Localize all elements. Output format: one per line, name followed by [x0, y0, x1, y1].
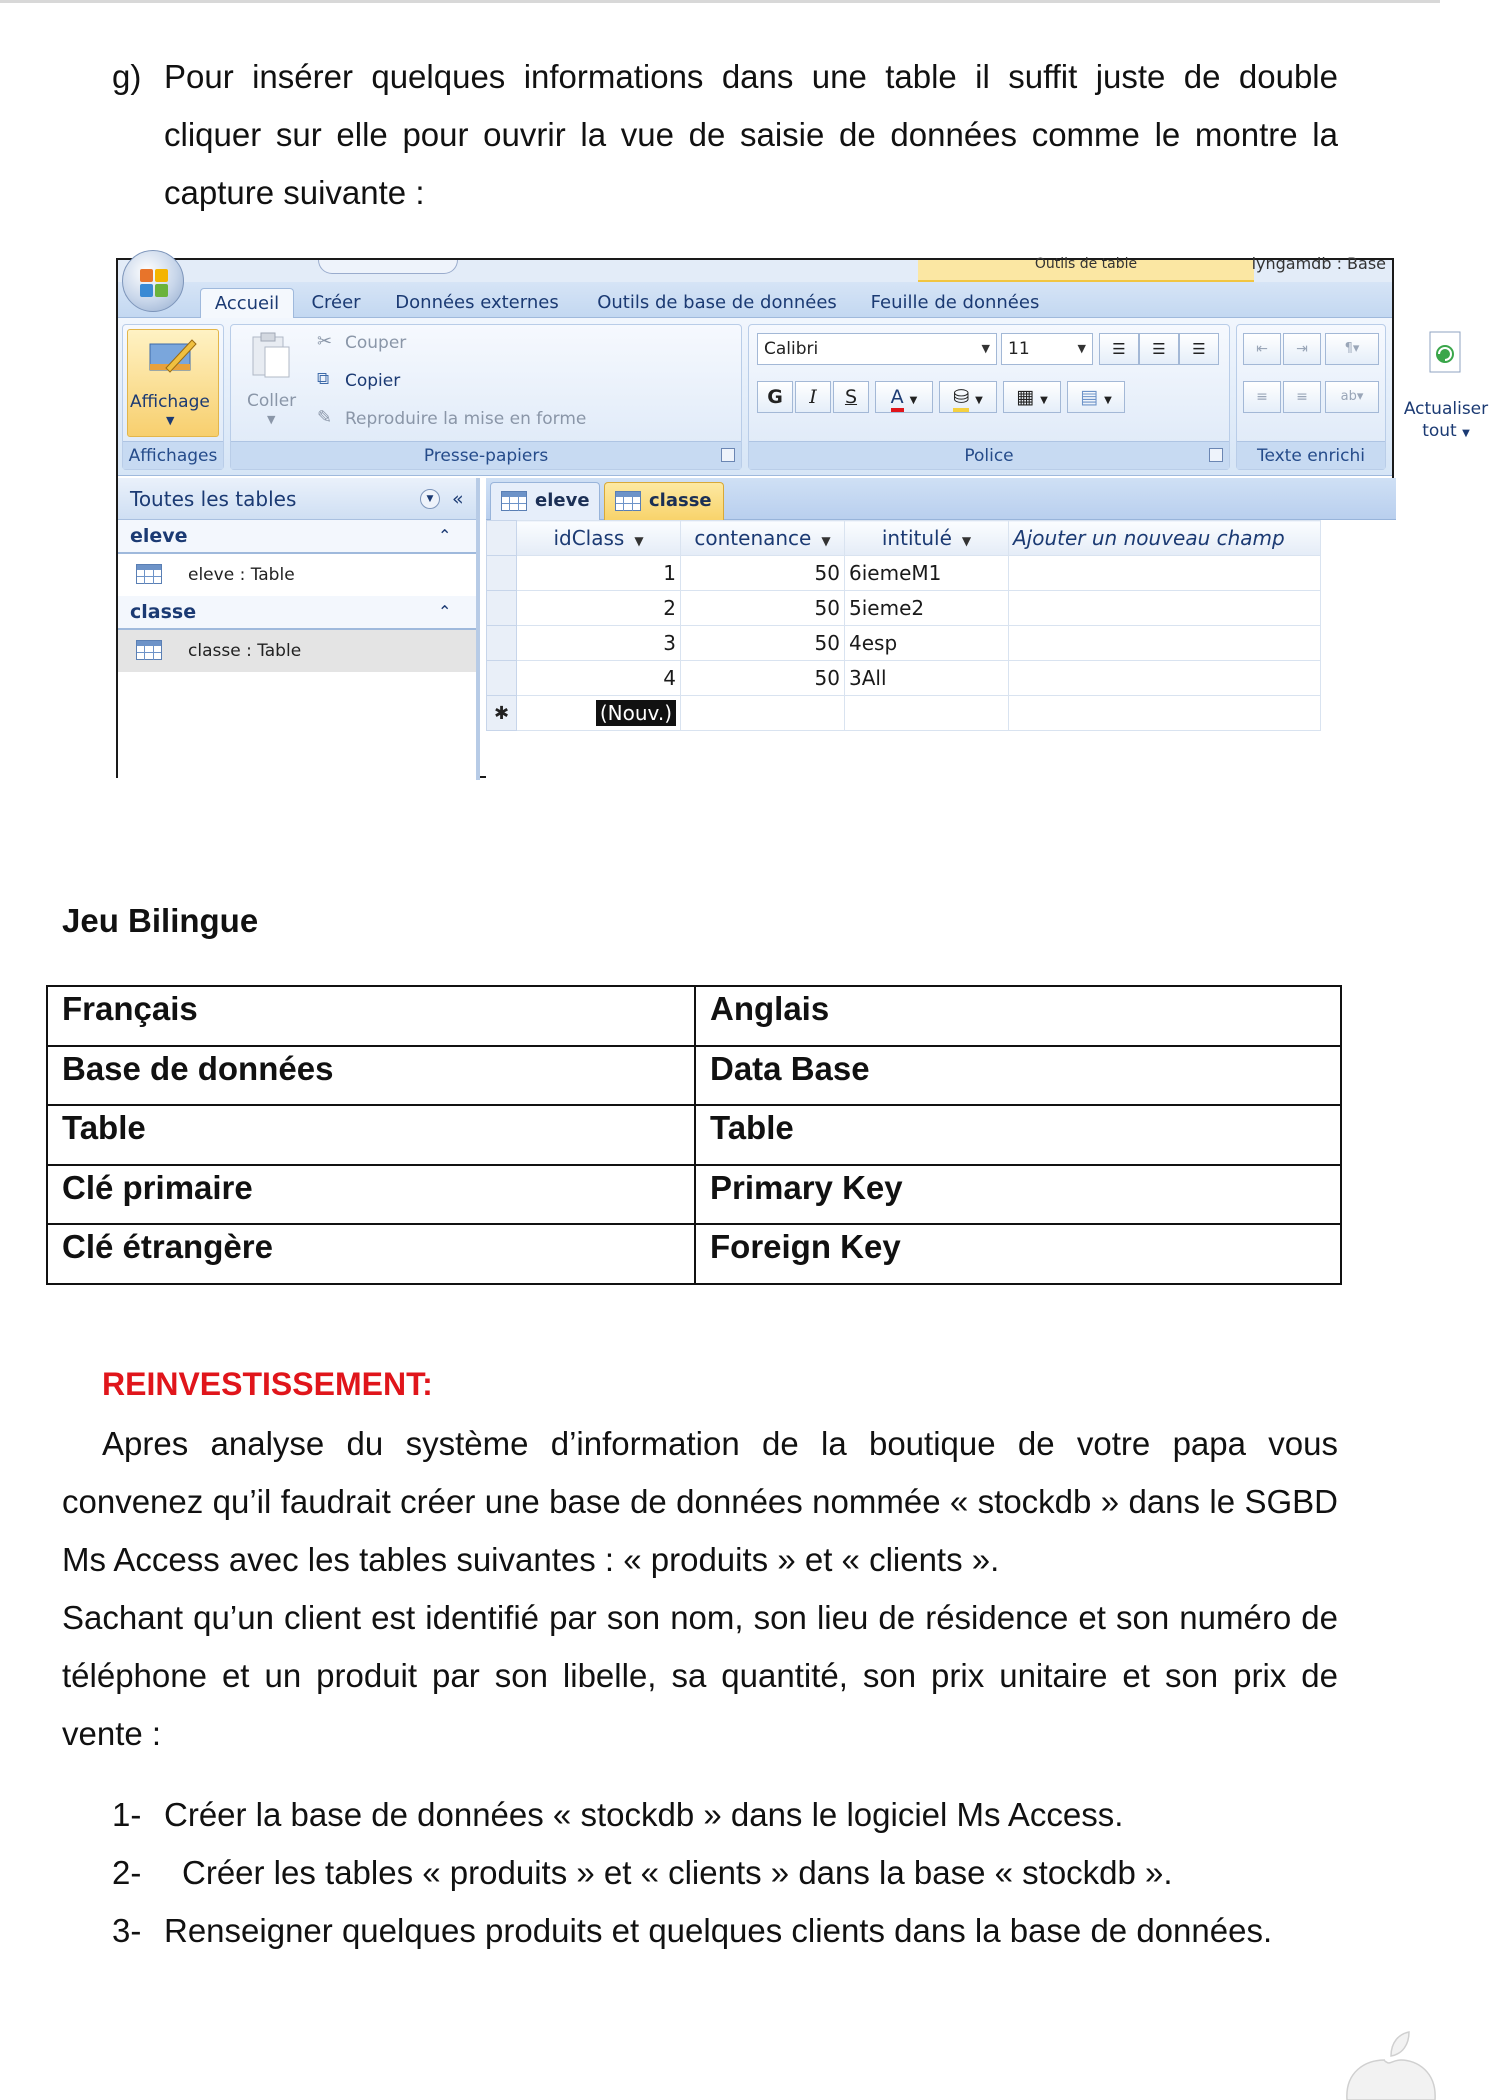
design-view-icon [146, 334, 200, 380]
list-number: 1- [112, 1796, 142, 1833]
tout-label: tout [1422, 421, 1457, 441]
list-marker: g) [112, 58, 142, 95]
intro-paragraph [112, 48, 1338, 222]
font-name-combo[interactable] [757, 333, 997, 365]
cell-contenance[interactable]: 50 [681, 591, 845, 626]
doc-tab-classe[interactable] [604, 482, 724, 520]
top-divider [0, 0, 1440, 3]
chevron-down-icon[interactable]: ▼ [420, 489, 440, 509]
cell-intitule[interactable]: 5ieme2 [845, 591, 1009, 626]
grid-icon: ▦ [1016, 386, 1035, 408]
font-color-button[interactable] [875, 381, 933, 413]
app-title: lyngamdb : Base [1251, 254, 1386, 273]
group-label-texte-enrichi: Texte enrichi [1237, 441, 1385, 469]
bilingual-table [46, 985, 1342, 1285]
cell-intitule[interactable]: 3All [845, 661, 1009, 696]
refresh-icon [1424, 328, 1468, 378]
affichage-label: Affichage [130, 392, 210, 412]
nav-pane-header[interactable] [118, 478, 476, 520]
chevron-down-icon: ▼ [1462, 428, 1470, 439]
copy-icon: ⧉ [317, 369, 330, 389]
group-affichages [122, 324, 224, 470]
cell-english: Data Base [695, 1046, 1341, 1106]
table-row [47, 1046, 1341, 1106]
chevron-down-icon: ▼ [981, 342, 990, 355]
table-row [47, 986, 1341, 1046]
underline-button[interactable]: S [833, 381, 869, 413]
table-row [47, 1165, 1341, 1225]
chevron-up-icon: ⌃ [438, 526, 452, 545]
tab-accueil[interactable]: Accueil [200, 288, 294, 318]
chevron-up-icon: ⌃ [438, 602, 452, 621]
contextual-tab-header: Outils de table [918, 260, 1254, 282]
group-label-presse-papiers: Presse-papiers [231, 441, 741, 469]
doc-tab-label: classe [649, 490, 712, 511]
cell-idclass[interactable]: 1 [517, 556, 681, 591]
cell-intitule[interactable]: 4esp [845, 626, 1009, 661]
row-selector[interactable] [487, 661, 517, 696]
highlight-button[interactable] [1325, 381, 1379, 413]
quick-access-toolbar[interactable] [318, 260, 458, 274]
intro-text: Pour insérer quelques informations dans une table il suffit juste de double cliquer sur elle pour ouvrir la vue de saisie de données comme le montre la capture suivante : [164, 58, 1338, 211]
column-label: idClass [553, 526, 625, 550]
table-row [47, 1224, 1341, 1284]
nav-group-label: classe [130, 601, 197, 623]
group-label-police: Police [749, 441, 1229, 469]
font-color-icon: A [891, 386, 904, 412]
table-row [47, 1105, 1341, 1165]
select-all-cell[interactable] [487, 521, 517, 556]
cell-idclass[interactable]: 2 [517, 591, 681, 626]
paint-bucket-icon: ⛁ [953, 386, 969, 412]
cell-new-intitule[interactable] [845, 696, 1009, 731]
copier-button[interactable] [317, 367, 617, 397]
cell-contenance[interactable]: 50 [681, 556, 845, 591]
ribbon-tabs [118, 282, 1392, 318]
table-icon [136, 640, 162, 660]
apple-logo-icon [1325, 2020, 1455, 2100]
tab-feuille-de-donnees[interactable]: Feuille de données [870, 292, 1040, 313]
outdent-icon: ⇤ [1256, 341, 1268, 357]
nav-item-classe-table[interactable] [118, 630, 476, 672]
cell-new-field[interactable] [1009, 591, 1321, 626]
list-text: Créer les tables « produits » et « clients » dans la base « stockdb ». [182, 1854, 1173, 1891]
cell-english: Anglais [695, 986, 1341, 1046]
paragraph: Sachant qu’un client est identifié par son nom, son lieu de résidence et son numéro de téléphone et un produit par son libelle, sa quantité, son prix unitaire et son prix de vente : [62, 1599, 1338, 1752]
italic-button[interactable]: I [795, 381, 831, 413]
chevron-down-icon: ▼ [267, 413, 276, 426]
column-label: contenance [694, 526, 812, 550]
list-number: 2- [112, 1854, 142, 1891]
access-screenshot [116, 254, 1489, 778]
table-row[interactable] [487, 591, 1391, 626]
highlight-icon: ab▾ [1340, 389, 1364, 404]
list-number: 3- [112, 1912, 142, 1949]
reinvestissement-body [62, 1415, 1338, 1763]
couper-button[interactable] [317, 329, 617, 359]
list-text: Créer la base de données « stockdb » dans le logiciel Ms Access. [164, 1796, 1124, 1833]
reproduire-mise-en-forme-button[interactable] [317, 405, 727, 435]
copier-label: Copier [345, 371, 401, 391]
cell-english: Primary Key [695, 1165, 1341, 1225]
list-item [112, 1786, 1352, 1844]
cell-french: Table [47, 1105, 695, 1165]
cell-new-idclass[interactable] [517, 696, 681, 731]
nav-item-label: classe : Table [188, 641, 302, 661]
cell-french: Français [47, 986, 695, 1046]
coller-label: Coller [247, 391, 297, 411]
scissors-icon: ✂ [317, 331, 333, 352]
column-header-contenance[interactable] [681, 521, 845, 556]
group-texte-enrichi [1236, 324, 1386, 470]
bold-button[interactable]: G [757, 381, 793, 413]
doc-tab-eleve[interactable] [490, 482, 600, 520]
fill-color-button[interactable] [939, 381, 997, 413]
cell-idclass[interactable]: 3 [517, 626, 681, 661]
cell-french: Base de données [47, 1046, 695, 1106]
actualiser-label-line1: Actualiser [1403, 399, 1489, 419]
column-label: intitulé [881, 526, 952, 550]
cell-contenance[interactable]: 50 [681, 661, 845, 696]
cell-new-field[interactable] [1009, 696, 1321, 731]
reproduire-label: Reproduire la mise en forme [345, 409, 587, 429]
tab-creer[interactable]: Créer [311, 292, 361, 313]
column-header-intitule[interactable] [845, 521, 1009, 556]
alternate-fill-button[interactable] [1067, 381, 1125, 413]
text-direction-button[interactable] [1325, 333, 1379, 365]
actualiser-tout-label [1386, 398, 1506, 445]
actualiser-label-line2 [1386, 420, 1506, 445]
cell-english: Table [695, 1105, 1341, 1165]
column-header-add-field[interactable]: Ajouter un nouveau champ [1009, 521, 1321, 556]
numbered-list-icon: ≡ [1256, 389, 1268, 405]
nav-item-eleve-table[interactable] [118, 554, 476, 596]
nav-group-eleve[interactable] [118, 520, 476, 554]
nav-item-label: eleve : Table [188, 565, 295, 585]
dialog-launcher-icon[interactable] [721, 448, 735, 462]
datasheet-view [486, 478, 1396, 780]
coller-button[interactable] [237, 329, 309, 437]
align-center-icon: ☰ [1152, 340, 1166, 358]
cell-idclass[interactable]: 4 [517, 661, 681, 696]
ribbon [118, 318, 1392, 476]
office-button[interactable] [122, 250, 184, 312]
tab-outils-base-de-donnees[interactable]: Outils de base de données [597, 292, 837, 313]
cell-contenance[interactable]: 50 [681, 626, 845, 661]
row-selector[interactable] [487, 556, 517, 591]
collapse-pane-icon[interactable]: « [452, 488, 464, 510]
chevron-down-icon[interactable]: ▼ [961, 534, 972, 548]
row-selector[interactable] [487, 626, 517, 661]
new-record-row[interactable] [487, 696, 1391, 731]
section-title-reinvestissement: REINVESTISSEMENT: [102, 1366, 433, 1402]
column-header-idclass[interactable] [517, 521, 681, 556]
cell-new-contenance[interactable] [681, 696, 845, 731]
numbered-list-button[interactable] [1243, 381, 1281, 413]
nav-pane-title: Toutes les tables [130, 487, 297, 511]
chevron-down-icon: ▼ [1040, 395, 1048, 406]
increase-indent-button[interactable] [1283, 333, 1321, 365]
header-row [487, 521, 1391, 556]
format-painter-icon: ✎ [317, 407, 333, 428]
align-left-button[interactable] [1099, 333, 1139, 365]
nav-group-label: eleve [130, 525, 188, 547]
list-item [112, 1902, 1352, 1960]
cell-intitule[interactable]: 6iemeM1 [845, 556, 1009, 591]
table-row[interactable] [487, 626, 1391, 661]
datasheet-grid [486, 520, 1391, 731]
indent-icon: ⇥ [1296, 341, 1308, 357]
cell-english: Foreign Key [695, 1224, 1341, 1284]
table-icon [615, 491, 641, 511]
row-selector[interactable] [487, 591, 517, 626]
align-left-icon: ☰ [1112, 340, 1126, 358]
section-title-jeu-bilingue: Jeu Bilingue [62, 902, 259, 939]
tab-donnees-externes[interactable]: Données externes [395, 292, 559, 313]
clipboard-icon [249, 331, 293, 381]
couper-label: Couper [345, 333, 407, 353]
align-center-button[interactable] [1139, 333, 1179, 365]
group-police [748, 324, 1230, 470]
list-text: Renseigner quelques produits et quelques clients dans la base de données. [164, 1912, 1273, 1949]
decrease-indent-button[interactable] [1243, 333, 1281, 365]
chevron-down-icon: ▼ [166, 414, 175, 427]
font-size-value: 11 [1008, 339, 1030, 359]
task-list [112, 1786, 1352, 1960]
table-fill-icon: ▤ [1080, 386, 1099, 408]
pilcrow-icon: ¶▾ [1344, 341, 1360, 356]
dialog-launcher-icon[interactable] [1209, 448, 1223, 462]
new-record-placeholder: (Nouv.) [596, 700, 676, 726]
paragraph: Apres analyse du système d’information de la boutique de votre papa vous convenez qu’il faudrait créer une base de données nommée « stockdb » dans le SGBD Ms Access avec les tables suivantes : « produits » et « clients ». [62, 1425, 1338, 1578]
group-presse-papiers [230, 324, 742, 470]
chevron-down-icon: ▼ [1104, 395, 1112, 406]
navigation-pane [118, 478, 480, 780]
chevron-down-icon: ▼ [1077, 342, 1086, 355]
chevron-down-icon: ▼ [909, 395, 918, 406]
office-logo-icon [140, 269, 168, 297]
document-tabs [486, 478, 1396, 520]
nav-group-classe[interactable] [118, 596, 476, 630]
doc-tab-label: eleve [535, 490, 590, 511]
gridlines-button[interactable] [1003, 381, 1061, 413]
list-item [112, 1844, 1352, 1902]
table-row[interactable] [487, 556, 1391, 591]
table-icon [136, 564, 162, 584]
cell-new-field[interactable] [1009, 626, 1321, 661]
cell-new-field[interactable] [1009, 556, 1321, 591]
chevron-down-icon: ▼ [975, 395, 983, 406]
empty-space [1321, 521, 1391, 556]
title-bar [118, 254, 1392, 282]
cell-new-field[interactable] [1009, 661, 1321, 696]
align-right-icon: ☰ [1192, 340, 1206, 358]
cell-french: Clé étrangère [47, 1224, 695, 1284]
affichage-button[interactable] [127, 329, 219, 437]
font-name-value: Calibri [764, 339, 819, 359]
bullet-list-icon: ≡ [1296, 389, 1308, 405]
font-size-combo[interactable] [1001, 333, 1093, 365]
chevron-down-icon[interactable]: ▼ [634, 534, 644, 548]
align-right-button[interactable] [1179, 333, 1219, 365]
table-row[interactable] [487, 661, 1391, 696]
chevron-down-icon[interactable]: ▼ [821, 534, 831, 548]
bullet-list-button[interactable] [1283, 381, 1321, 413]
cell-french: Clé primaire [47, 1165, 695, 1225]
new-record-icon: ✱ [487, 696, 517, 731]
group-label-affichages: Affichages [123, 441, 223, 469]
table-icon [501, 491, 527, 511]
